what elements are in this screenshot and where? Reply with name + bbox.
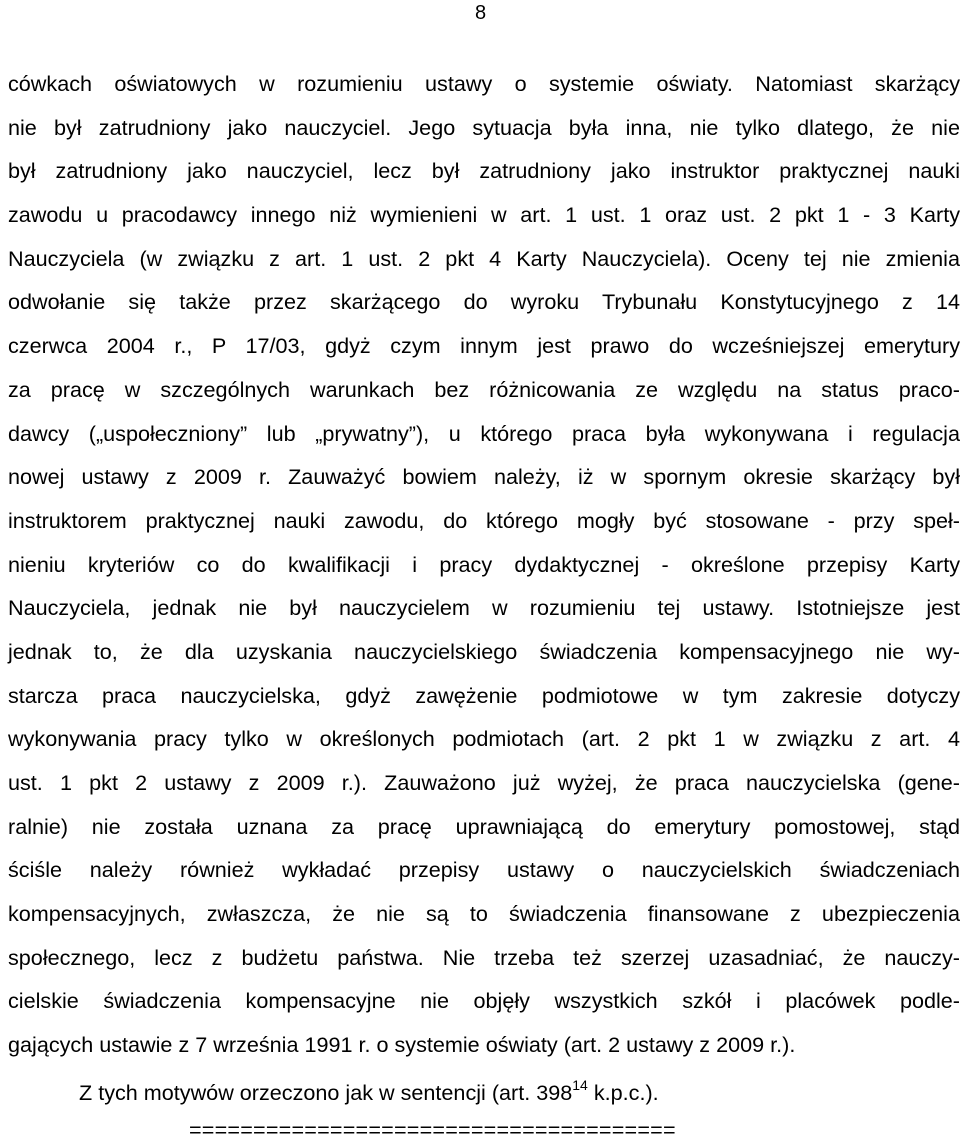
paragraph-line: Nauczyciela, jednak nie był nauczycielem w rozumieniu tej ustawy. Istotniejsze jest <box>8 595 960 621</box>
paragraph-line: za pracę w szczególnych warunkach bez różnicowania ze względu na status praco- <box>8 376 960 402</box>
paragraph-line: ściśle należy również wykładać przepisy ustawy o nauczycielskich świadczeniach <box>8 857 960 883</box>
paragraph-line: kompensacyjnych, zwłaszcza, że nie są to świadczenia finansowane z ubezpieczenia <box>8 901 960 927</box>
paragraph-line: jednak to, że dla uzyskania nauczycielskiego świadczenia kompensacyjnego nie wy- <box>8 638 960 664</box>
paragraph-line: nowej ustawy z 2009 r. Zauważyć bowiem należy, iż w spornym okresie skarżący był <box>8 464 960 490</box>
paragraph-line: cielskie świadczenia kompensacyjne nie objęły wszystkich szkół i placówek podle- <box>8 988 960 1014</box>
closing-sentence-suffix: k.p.c.). <box>587 1080 659 1105</box>
paragraph-line: starcza praca nauczycielska, gdyż zawężenie podmiotowe w tym zakresie dotyczy <box>8 682 960 708</box>
paragraph-line: czerwca 2004 r., P 17/03, gdyż czym innym jest prawo do wcześniejszej emerytury <box>8 333 960 359</box>
paragraph-line: zawodu u pracodawcy innego niż wymienieni w art. 1 ust. 1 oraz ust. 2 pkt 1 - 3 Karty <box>8 202 960 228</box>
paragraph-line: społecznego, lecz z budżetu państwa. Nie trzeba też szerzej uzasadniać, że nauczy- <box>8 944 960 970</box>
paragraph-line: ust. 1 pkt 2 ustawy z 2009 r.). Zauważono już wyżej, że praca nauczycielska (gene- <box>8 770 960 795</box>
article-superscript: 14 <box>572 1077 588 1093</box>
paragraph-line: Nauczyciela (w związku z art. 1 ust. 2 pkt 4 Karty Nauczyciela). Oceny tej nie zmienia <box>8 245 960 271</box>
paragraph-line: odwołanie się także przez skarżącego do wyroku Trybunału Konstytucyjnego z 14 <box>8 289 960 315</box>
paragraph-line: gających ustawie z 7 września 1991 r. o systemie oświaty (art. 2 ustawy z 2009 r.). <box>8 1032 796 1058</box>
page-number: 8 <box>475 2 487 24</box>
paragraph-line: nieniu kryteriów co do kwalifikacji i pracy dydaktycznej - określone przepisy Karty <box>8 551 960 577</box>
closing-sentence-text: Z tych motywów orzeczono jak w sentencji (art. 398 <box>79 1080 573 1105</box>
paragraph-line: był zatrudniony jako nauczyciel, lecz był zatrudniony jako instruktor praktycznej nauki <box>8 158 960 184</box>
paragraph-line: nie był zatrudniony jako nauczyciel. Jego sytuacja była inna, nie tylko dlatego, że nie <box>8 114 960 140</box>
paragraph-line: wykonywania pracy tylko w określonych podmiotach (art. 2 pkt 1 w związku z art. 4 <box>8 726 960 752</box>
paragraph-line: ralnie) nie została uznana za pracę uprawniającą do emerytury pomostowej, stąd <box>8 813 960 839</box>
paragraph-line: instruktorem praktycznej nauki zawodu, do którego mogły być stosowane - przy speł- <box>8 507 960 533</box>
separator-line: ====================================== <box>189 1117 676 1142</box>
closing-sentence <box>79 1077 659 1105</box>
judgment-paragraph <box>8 62 960 1067</box>
paragraph-line: dawcy („uspołeczniony” lub „prywatny”), u którego praca była wykonywana i regulacja <box>8 420 960 446</box>
paragraph-line: cówkach oświatowych w rozumieniu ustawy o systemie oświaty. Natomiast skarżący <box>8 71 960 96</box>
